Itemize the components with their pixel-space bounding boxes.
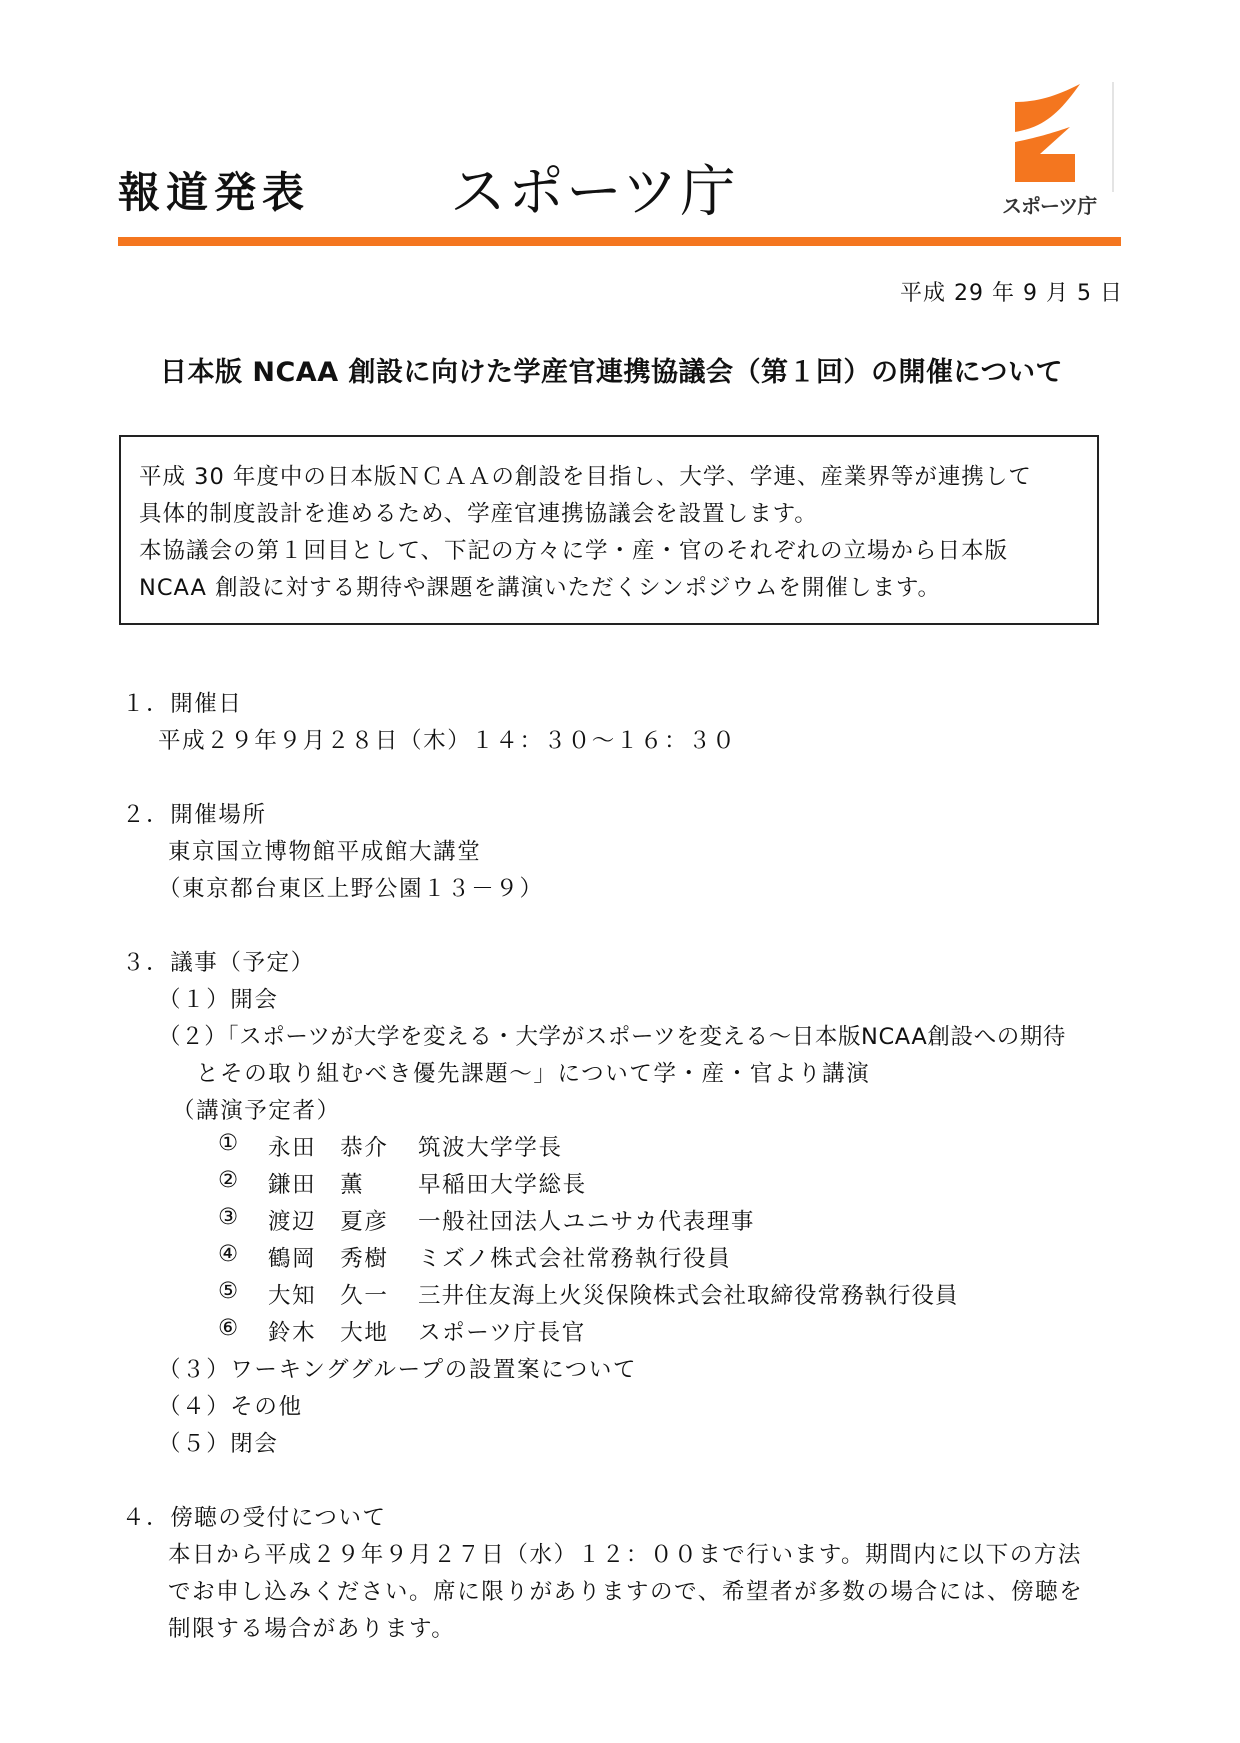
speaker-affiliation: 三井住友海上火災保険株式会社取締役常務執行役員 xyxy=(418,1283,959,1309)
speaker-name: 渡辺 夏彦 xyxy=(268,1209,389,1235)
speaker-number: ③ xyxy=(218,1204,240,1230)
section-observation-heading: ４．傍聴の受付について xyxy=(122,1505,387,1531)
agenda-item-continued: とその取り組むべき優先課題～」について学・産・官より講演 xyxy=(196,1061,871,1087)
observation-text-line: でお申し込みください。席に限りがありますので、希望者が多数の場合には、傍聴を xyxy=(168,1579,1084,1605)
header-divider xyxy=(118,237,1121,246)
speaker-affiliation: ミズノ株式会社常務執行役員 xyxy=(418,1246,732,1272)
summary-line: 平成 30 年度中の日本版ＮＣＡＡの創設を目指し、大学、学連、産業界等が連携して xyxy=(139,464,1032,490)
speaker-number: ② xyxy=(218,1167,240,1193)
press-release-label: 報道発表 xyxy=(118,168,311,217)
release-date: 平成 29 年 9 月 5 日 xyxy=(900,281,1123,306)
venue-address: （東京都台東区上野公園１３－９） xyxy=(158,876,544,902)
event-datetime: 平成２９年９月２８日（木）１４：３０～１６：３０ xyxy=(158,728,737,754)
speaker-affiliation: 一般社団法人ユニサカ代表理事 xyxy=(418,1209,755,1235)
speaker-name: 鈴木 大地 xyxy=(268,1320,389,1346)
speaker-affiliation: 早稲田大学総長 xyxy=(418,1172,587,1198)
speaker-number: ⑥ xyxy=(218,1315,240,1341)
speaker-name: 鶴岡 秀樹 xyxy=(268,1246,389,1272)
speaker-name: 永田 恭介 xyxy=(268,1135,389,1161)
agenda-item: （３）ワーキンググループの設置案について xyxy=(158,1357,638,1383)
agenda-item: （４）その他 xyxy=(158,1394,303,1420)
speaker-name: 鎌田 薫 xyxy=(268,1172,365,1198)
summary-box xyxy=(119,435,1099,625)
speaker-name: 大知 久一 xyxy=(268,1283,389,1309)
agenda-item: （１）開会 xyxy=(158,987,279,1013)
agency-name: スポーツ庁 xyxy=(450,160,738,225)
section-date-heading: １．開催日 xyxy=(122,691,243,717)
logo-text: スポーツ庁 xyxy=(1002,194,1097,218)
speaker-affiliation: スポーツ庁長官 xyxy=(418,1320,586,1346)
observation-text-line: 本日から平成２９年９月２７日（水）１２：００まで行います。期間内に以下の方法 xyxy=(168,1542,1083,1568)
speakers-label: （講演予定者） xyxy=(172,1098,341,1124)
speaker-affiliation: 筑波大学学長 xyxy=(418,1135,563,1161)
summary-line: 本協議会の第１回目として、下記の方々に学・産・官のそれぞれの立場から日本版 xyxy=(139,538,1009,564)
agenda-item: （２）「スポーツが大学を変える・大学がスポーツを変える～日本版NCAA創設への期待 xyxy=(158,1024,1067,1050)
speaker-number: ① xyxy=(218,1130,240,1156)
speaker-number: ⑤ xyxy=(218,1278,240,1304)
speaker-number: ④ xyxy=(218,1241,240,1267)
agenda-item: （５）閉会 xyxy=(158,1431,279,1457)
section-agenda-heading: ３．議事（予定） xyxy=(122,950,315,976)
venue-name: 東京国立博物館平成館大講堂 xyxy=(168,839,482,865)
observation-text-line: 制限する場合があります。 xyxy=(168,1616,456,1642)
summary-line: NCAA 創設に対する期待や課題を講演いただくシンポジウムを開催します。 xyxy=(139,575,942,601)
document-title: 日本版 NCAA 創設に向けた学産官連携協議会（第１回）の開催について xyxy=(160,357,1063,388)
summary-line: 具体的制度設計を進めるため、学産官連携協議会を設置します。 xyxy=(139,501,818,527)
sports-agency-logo xyxy=(1000,82,1120,222)
logo-mark-icon xyxy=(1000,82,1120,192)
section-venue-heading: ２．開催場所 xyxy=(122,802,267,828)
